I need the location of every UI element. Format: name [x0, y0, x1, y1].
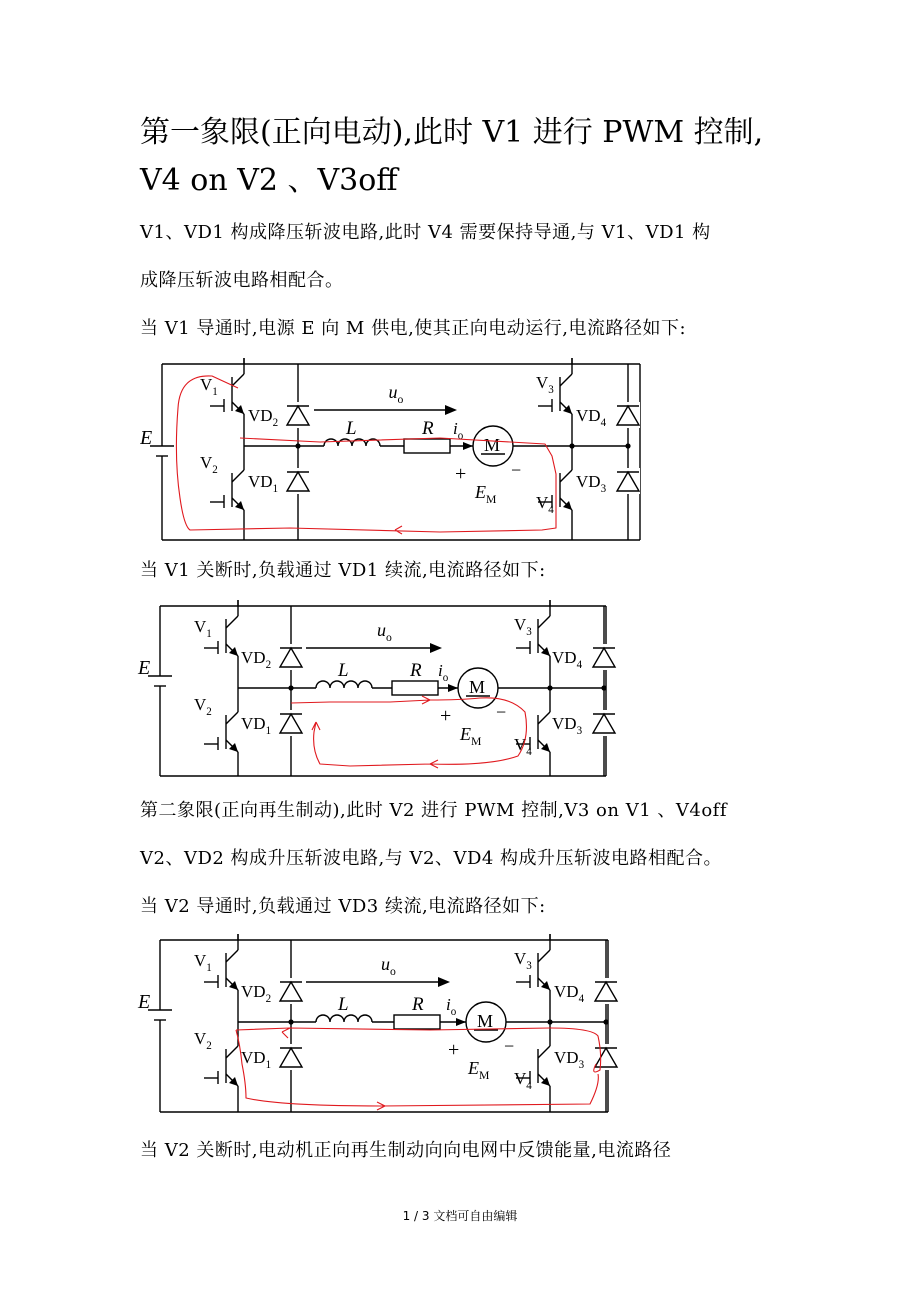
inductor-L	[316, 1015, 372, 1022]
current-arrow-io	[463, 442, 473, 450]
label-L: L	[346, 418, 357, 439]
switch-V2-collector	[226, 1046, 238, 1058]
paragraph-4: 第二象限(正向再生制动),此时 V2 进行 PWM 控制,V3 on V1 、V4off	[140, 800, 727, 821]
switch-V2-collector	[232, 470, 244, 482]
current-path-annotation	[291, 696, 526, 768]
page-footer: 1 / 3 文档可自由编辑	[402, 1209, 518, 1223]
current-arrow-io	[448, 684, 458, 692]
label-uo: $u_o$	[377, 620, 392, 644]
label-V2: $V_2$	[194, 695, 212, 718]
paragraph-7: 当 V2 关断时,电动机正向再生制动向向电网中反馈能量,电流路径	[140, 1140, 672, 1161]
label-E: E	[140, 427, 153, 449]
label-V4: $V_4$	[514, 735, 532, 758]
label-VD3: $VD_3$	[552, 714, 583, 737]
label-plus: +	[440, 705, 452, 727]
circuit-group	[140, 358, 640, 540]
label-V1: $V_1$	[194, 617, 212, 640]
label-minus: −	[496, 702, 507, 722]
switch-V1-collector	[226, 616, 238, 628]
inductor-L	[316, 681, 372, 688]
label-plus: +	[448, 1039, 460, 1061]
paragraph-3: 当 V1 关断时,负载通过 VD1 续流,电流路径如下:	[140, 560, 546, 581]
label-VD4: $VD_4$	[552, 648, 583, 671]
voltage-arrow-uo-head	[445, 405, 457, 415]
circuit-diagram-2	[130, 600, 650, 780]
label-VD3: $VD_3$	[554, 1048, 585, 1071]
paragraph-1-line-2: 成降压斩波电路相配合。	[140, 270, 344, 291]
circuit-diagram-1	[140, 358, 660, 548]
paragraph-5: V2、VD2 构成升压斩波电路,与 V2、VD4 构成升压斩波电路相配合。	[140, 848, 723, 869]
label-VD1: $VD_1$	[241, 1048, 272, 1071]
label-V1: $V_1$	[194, 951, 212, 974]
circuit-diagram-3	[130, 934, 650, 1116]
label-uo: $u_o$	[388, 382, 404, 406]
label-VD2: $VD_2$	[241, 648, 272, 671]
label-plus: +	[455, 463, 467, 485]
label-io: $i_o$	[453, 419, 464, 442]
switch-V3-collector	[538, 616, 550, 628]
label-EM: $E_M$	[475, 482, 497, 506]
voltage-arrow-uo-head	[430, 643, 442, 653]
node-right-diode	[603, 1019, 608, 1024]
voltage-arrow-uo-head	[438, 977, 450, 987]
paragraph-6: 当 V2 导通时,负载通过 VD3 续流,电流路径如下:	[140, 896, 546, 917]
label-V2: $V_2$	[200, 453, 218, 476]
paragraph-1-line-1: V1、VD1 构成降压斩波电路,此时 V4 需要保持导通,与 V1、VD1 构	[140, 222, 711, 243]
label-VD4: $VD_4$	[554, 982, 585, 1005]
label-R: R	[412, 994, 424, 1015]
circuit-group	[137, 600, 616, 776]
label-uo: $u_o$	[381, 954, 396, 978]
label-R: R	[422, 418, 434, 439]
label-V4: $V_4$	[536, 493, 554, 516]
label-minus: −	[511, 460, 522, 480]
label-M: M	[477, 1011, 494, 1031]
label-V2: $V_2$	[194, 1029, 212, 1052]
node-right-diode	[625, 443, 630, 448]
label-VD1: $VD_1$	[241, 714, 272, 737]
label-EM: $E_M$	[468, 1058, 490, 1082]
label-minus: −	[504, 1036, 515, 1056]
heading-line-1: 第一象限(正向电动),此时 V1 进行 PWM 控制,	[140, 115, 764, 150]
label-E: E	[138, 657, 151, 679]
label-V1: $V_1$	[200, 375, 218, 398]
label-M: M	[484, 435, 501, 455]
label-VD2: $VD_2$	[241, 982, 272, 1005]
switch-V3-collector	[538, 950, 550, 962]
switch-V4-collector	[538, 1046, 550, 1058]
resistor-R	[394, 1015, 440, 1029]
label-E: E	[138, 991, 151, 1013]
label-VD1: $VD_1$	[248, 472, 279, 495]
label-V3: $V_3$	[514, 615, 532, 638]
switch-V4-collector	[538, 712, 550, 724]
current-arrow-io	[456, 1018, 466, 1026]
resistor-R	[404, 439, 450, 453]
label-io: $i_o$	[446, 995, 457, 1018]
label-V4: $V_4$	[514, 1069, 532, 1092]
circuit-group	[137, 934, 618, 1112]
label-M: M	[469, 677, 486, 697]
switch-V2-collector	[226, 712, 238, 724]
switch-V1-collector	[226, 950, 238, 962]
label-V3: $V_3$	[536, 373, 554, 396]
resistor-R	[392, 681, 438, 695]
node-right-switch	[547, 1019, 552, 1024]
switch-V1-collector	[232, 374, 244, 386]
heading-line-2: V4 on V2 、V3off	[140, 163, 398, 198]
switch-V3-collector	[560, 374, 572, 386]
label-R: R	[410, 660, 422, 681]
label-VD2: $VD_2$	[248, 406, 279, 429]
paragraph-2: 当 V1 导通时,电源 E 向 M 供电,使其正向电动运行,电流路径如下:	[140, 318, 687, 339]
label-EM: $E_M$	[460, 724, 482, 748]
label-VD4: $VD_4$	[576, 406, 607, 429]
switch-V4-collector	[560, 470, 572, 482]
label-L: L	[338, 660, 349, 681]
node-right-switch	[569, 443, 574, 448]
node-right-diode	[601, 685, 606, 690]
label-L: L	[338, 994, 349, 1015]
label-V3: $V_3$	[514, 949, 532, 972]
label-io: $i_o$	[438, 661, 449, 684]
node-right-switch	[547, 685, 552, 690]
label-VD3: $VD_3$	[576, 472, 607, 495]
